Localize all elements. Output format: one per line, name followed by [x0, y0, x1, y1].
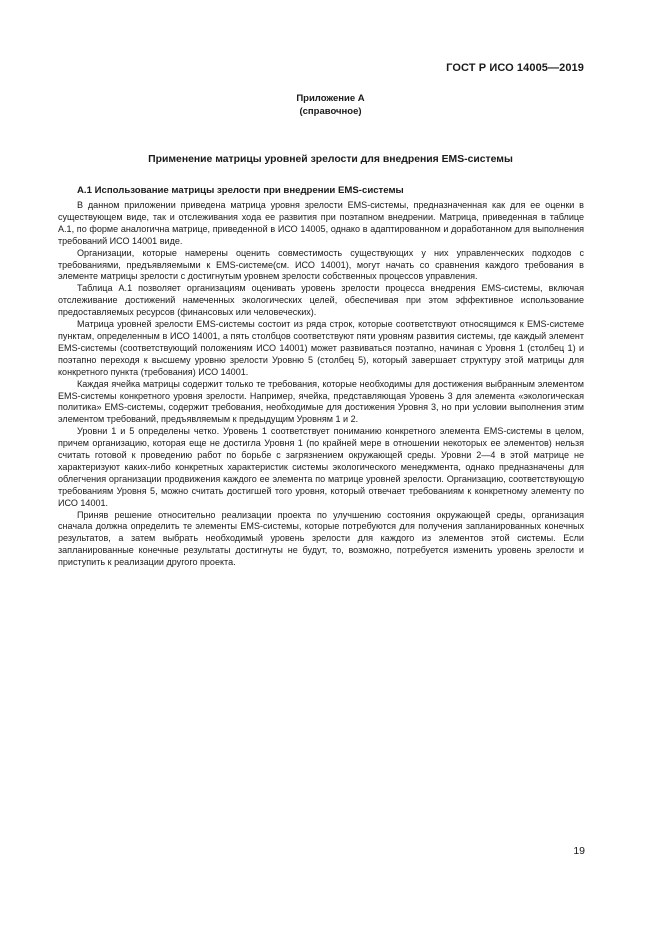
document-code: ГОСТ Р ИСО 14005—2019 [446, 62, 584, 74]
page-number: 19 [573, 845, 585, 857]
section-title: А.1 Использование матрицы зрелости при внедрении EMS-системы [77, 185, 404, 196]
paragraph: Таблица А.1 позволяет организациям оценивать уровень зрелости процесса внедрения EMS-системы, включая отслеживание достижений намеченных экологических целей, обеспечивая при этом эффективное использование предоставляемых ресурсов (финансовых или человеческих). [58, 283, 584, 318]
appendix-kind: (справочное) [299, 106, 362, 117]
appendix-heading [0, 92, 661, 118]
paragraph: Приняв решение относительно реализации проекта по улучшению состояния окружающей среды, организация сначала должна определить те элементы EMS-системы, которые потребуются для получения запланированных конечных результатов, а затем выбрать необходимый уровень зрелости для каждого из элементов этой системы. Если запланированные конечные результаты достигнуты не будут, то, возможно, потребуется изменить уровень зрелости и приступить к реализации другого проекта. [58, 509, 584, 568]
paragraph: В данном приложении приведена матрица уровня зрелости EMS-системы, предназначенная как для ее оценки в существующем виде, так и отслеживания хода ее развития при поэтапном внедрении. Матрица, приведенная в таблице А.1, по форме аналогична матрице, приведенной в ИСО 14005, однако в адаптированном и доработанном для выполнения требований ИСО 14001 виде. [58, 200, 584, 246]
paragraph: Каждая ячейка матрицы содержит только те требования, которые необходимы для достижения выбранным элементом EMS-системы конкретного уровня зрелости. Например, ячейка, представляющая Уровень 3 для элемента «экологическая политика» EMS-системы, содержит требования, необходимые для достижения Уровня 3, но при условии выполнения этим элементом требований, предъявляемым к предыдущим Уровням 1 и 2. [58, 378, 584, 425]
page-title: Применение матрицы уровней зрелости для внедрения EMS-системы [148, 154, 513, 165]
paragraph: Матрица уровней зрелости EMS-системы состоит из ряда строк, которые соответствуют относящимся к EMS-системе пунктам, определенным в ИСО 14001, а пять столбцов соответствуют пяти уровням развития системы, где каждый элемент EMS-системы (соответствующий положениям ИСО 14001) может развиваться поэтапно, начиная с Уровня 1 (столбец 1) и поэтапно переходя к высшему уровню зрелости Уровню 5 (столбец 5), который завершает структуру этой матрицы для конкретного пункта (требования) ИСО 14001. [58, 319, 584, 377]
body-text [58, 200, 584, 569]
paragraph: Организации, которые намерены оценить совместимость существующих у них управленческих подходов с требованиями, предъявляемыми к EMS-системе(см. ИСО 14001), могут начать со сравнения каждого требования в элементе матрицы зрелости с достигнутым уровнем зрелости собственных процессов управления. [58, 247, 584, 282]
appendix-label: Приложение А [296, 93, 365, 104]
paragraph: Уровни 1 и 5 определены четко. Уровень 1 соответствует пониманию конкретного элемента EMS-системы в целом, причем организацию, которая еще не достигла Уровня 1 (по крайней мере в отношении некоторых ее элементов) нельзя считать готовой к проведению работ по борьбе с загрязнением окружающей среды. Уровни 2—4 в этой матрице не характеризуют каких-либо конкретных характеристик системы экологического менеджмента, однако предназначены для облегчения организации продвижения каждого ее элемента по матрице уровней зрелости. Организацию, соответствующую требованиям Уровня 5, можно считать достигшей того уровня, который отвечает требованиям к конкретному элементу по ИСО 14001. [58, 426, 584, 508]
